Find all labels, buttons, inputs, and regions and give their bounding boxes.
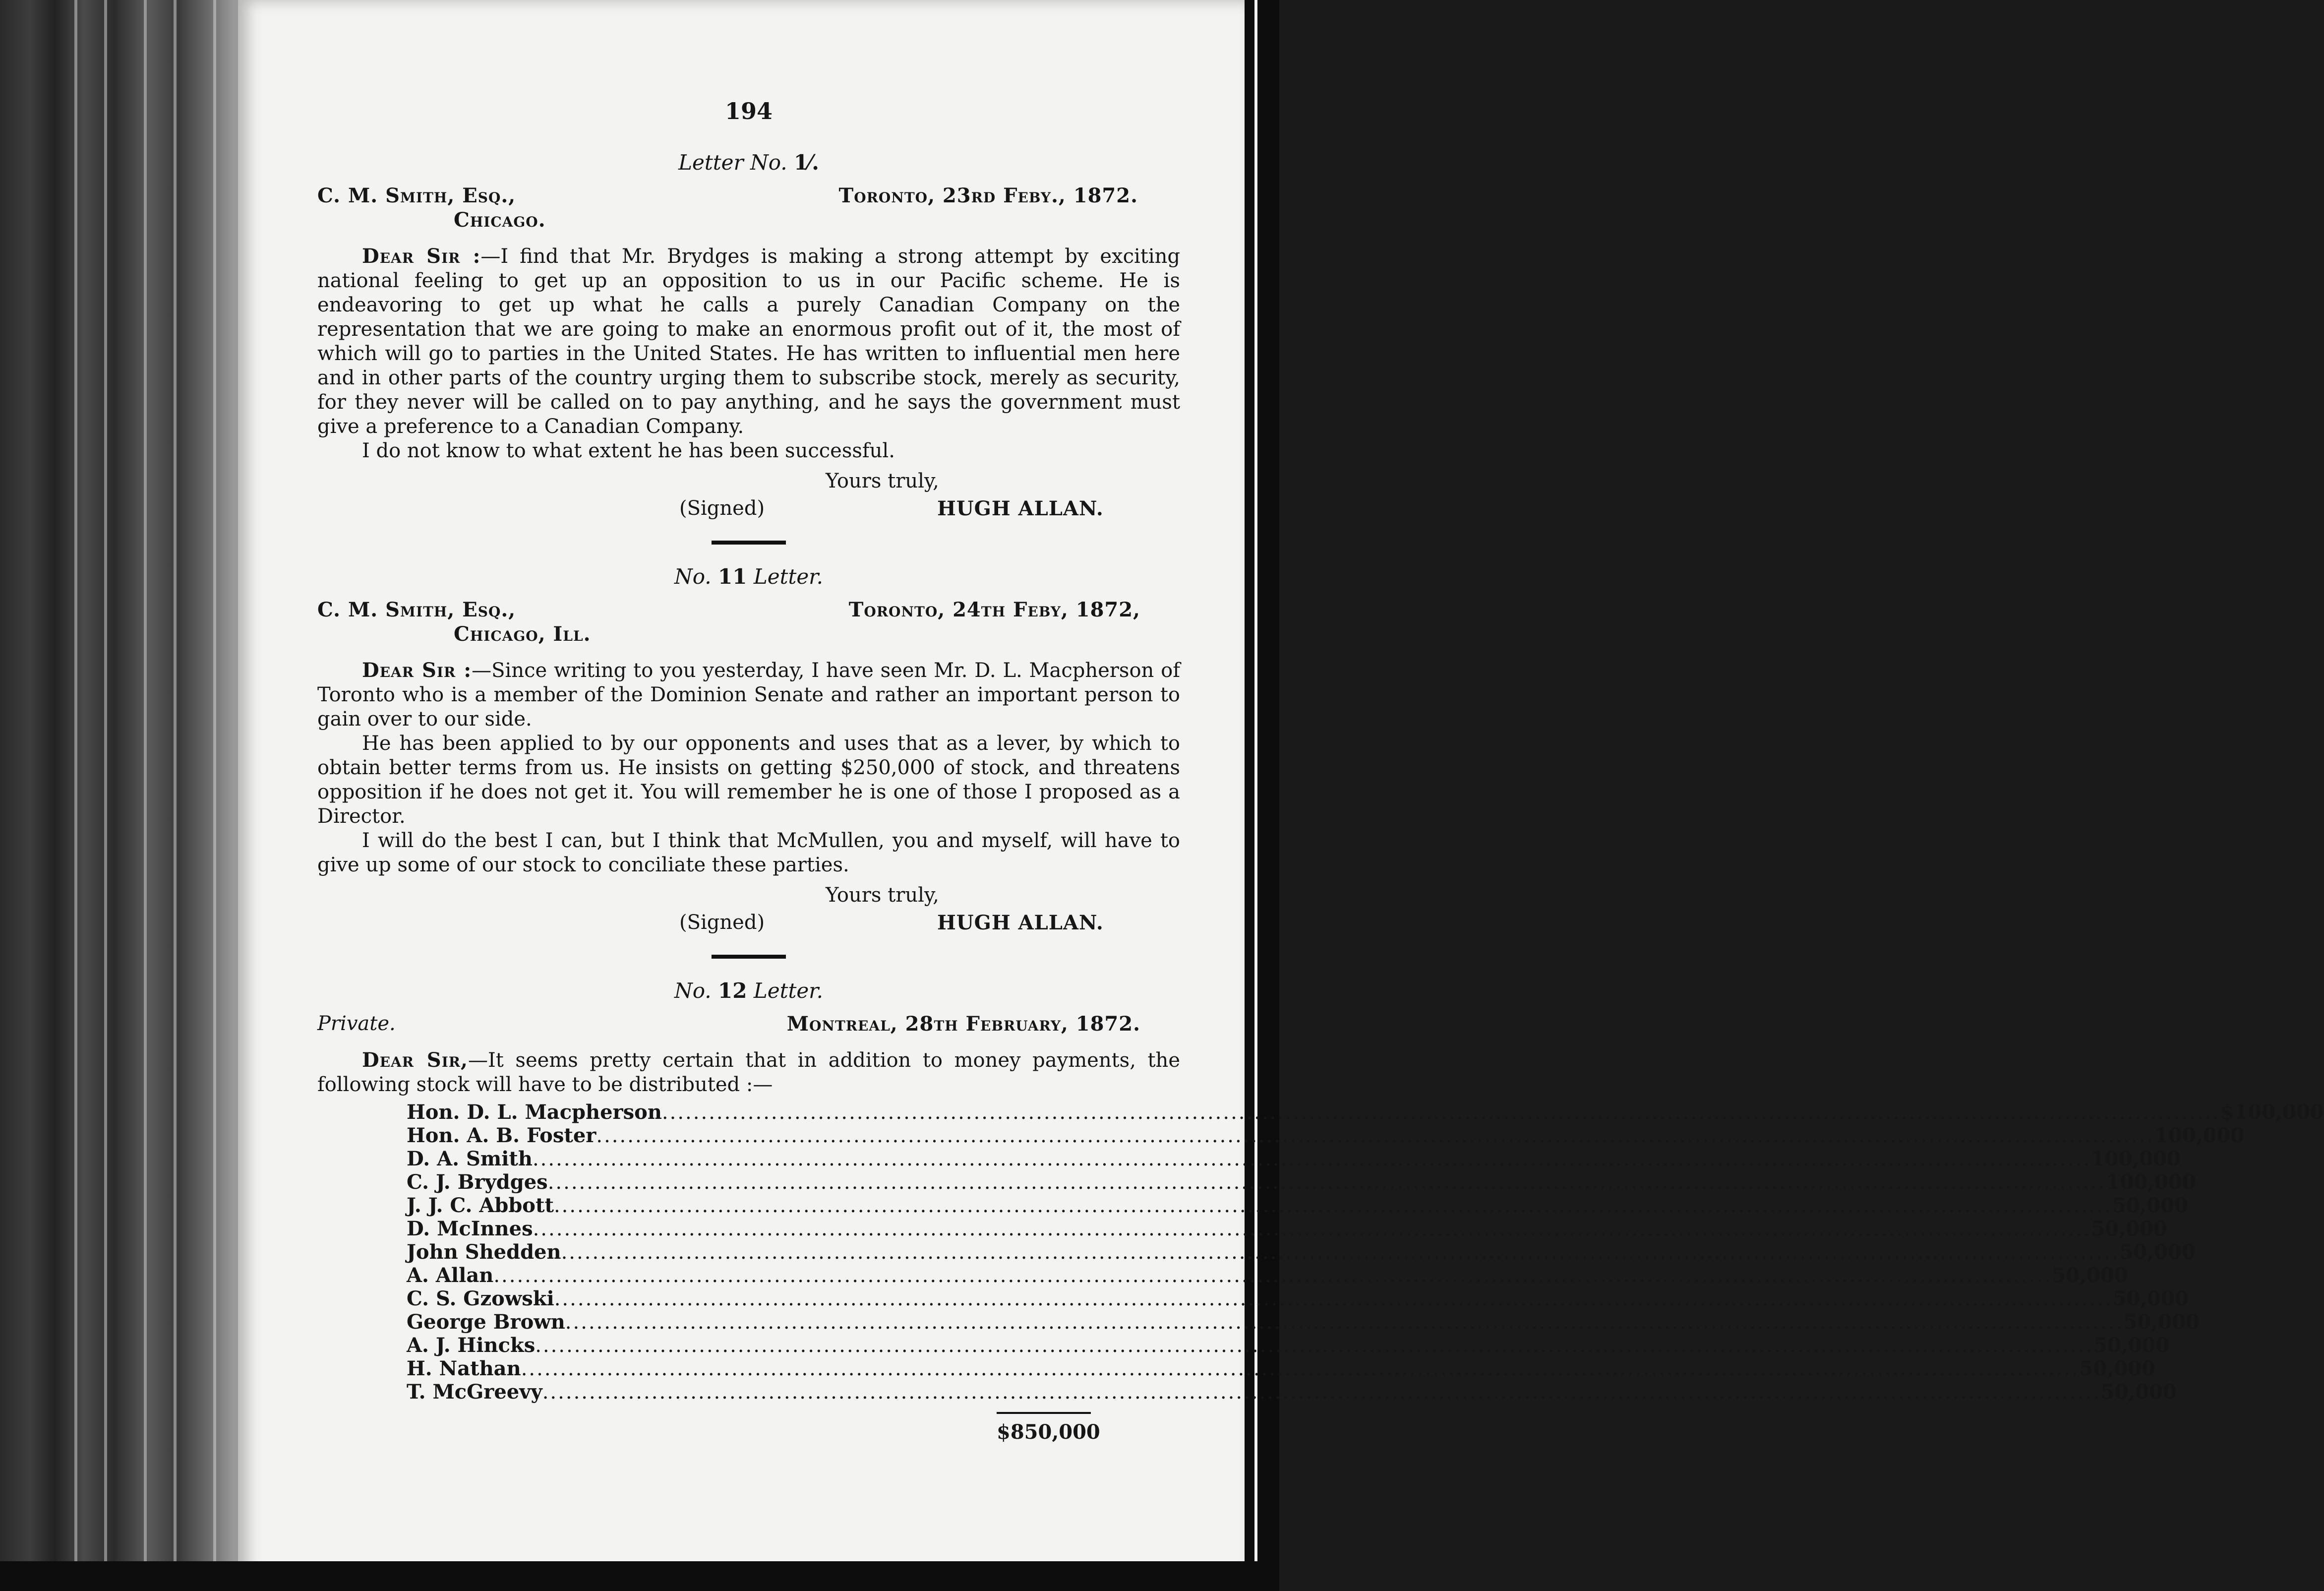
stock-row <box>407 1380 2177 1404</box>
closing: Yours truly, <box>826 884 939 907</box>
stock-holder-name: John Shedden <box>407 1240 561 1264</box>
heading-number: 12 <box>718 979 747 1003</box>
heading-suffix: Letter. <box>753 564 823 589</box>
heading-no: No. <box>750 150 787 175</box>
signed-label: (Signed) <box>679 911 765 934</box>
salutation: Dear Sir : <box>362 245 481 268</box>
stock-row <box>407 1286 2189 1310</box>
stock-amount: 100,000 <box>2090 1147 2181 1170</box>
letter-heading <box>317 564 1180 589</box>
stock-holder-name: C. J. Brydges <box>407 1170 548 1194</box>
stock-row <box>407 1310 2200 1334</box>
stock-row <box>407 1217 2167 1240</box>
stock-amount: $100,000 <box>2220 1101 2324 1124</box>
stock-amount: 50,000 <box>2119 1240 2196 1264</box>
stock-row <box>407 1100 2324 1124</box>
stock-holder-name: A. Allan <box>407 1264 494 1287</box>
heading-number: 11 <box>718 564 747 589</box>
stock-amount: 50,000 <box>2123 1310 2200 1334</box>
stock-amount: 100,000 <box>2154 1124 2245 1147</box>
letter-heading <box>317 150 1180 175</box>
stock-holder-name: D. A. Smith <box>407 1147 533 1170</box>
stock-holder-name: C. S. Gzowski <box>407 1287 554 1310</box>
letter-body <box>317 244 1180 439</box>
stock-amount: 50,000 <box>2091 1217 2167 1240</box>
salutation: Dear Sir : <box>362 659 472 682</box>
stock-row <box>407 1147 2181 1170</box>
page-number: 194 <box>724 98 773 124</box>
heading-prefix: No. <box>674 564 712 589</box>
leader-dots: ........................................................................................................................................................................................................ <box>547 1171 2106 1194</box>
stock-amount: 50,000 <box>2112 1287 2189 1310</box>
letter-body <box>317 658 1180 732</box>
stock-row <box>407 1123 2245 1147</box>
recipient-city: Chicago. <box>454 208 546 232</box>
private-label: Private. <box>317 1012 396 1035</box>
letter-body <box>317 1048 1180 1097</box>
signature-name: HUGH ALLAN. <box>937 497 1104 520</box>
leader-dots: ........................................................................................................................................................................................................ <box>533 1218 2091 1240</box>
heading-prefix: No. <box>674 979 712 1003</box>
stock-amount: 50,000 <box>2079 1357 2155 1380</box>
leader-dots: ........................................................................................................................................................................................................ <box>521 1357 2080 1380</box>
closing: Yours truly, <box>826 470 939 492</box>
place-date: Toronto, 23rd Feby., 1872. <box>838 184 1138 207</box>
recipient-name: C. M. Smith, Esq., <box>317 184 516 207</box>
stock-amount: 50,000 <box>2052 1264 2128 1287</box>
paragraph: —It seems pretty certain that in addition to money payments, the following stock will have to be distributed :— <box>317 1049 1180 1096</box>
section-divider <box>712 955 786 959</box>
stock-amount: 50,000 <box>2093 1334 2170 1357</box>
leader-dots: ........................................................................................................................................................................................................ <box>565 1311 2124 1334</box>
signature-row <box>317 496 1180 521</box>
letter-1 <box>317 150 1180 545</box>
address-row <box>317 184 1180 208</box>
recipient-name: C. M. Smith, Esq., <box>317 598 516 621</box>
leader-dots: ........................................................................................................................................................................................................ <box>554 1287 2113 1310</box>
stock-amount: 50,000 <box>2100 1380 2177 1404</box>
leader-dots: ........................................................................................................................................................................................................ <box>553 1194 2112 1217</box>
total-rule <box>997 1412 1091 1414</box>
stock-holder-name: George Brown <box>407 1310 565 1334</box>
book-page-edges <box>0 0 238 1591</box>
stock-row <box>407 1333 2170 1357</box>
heading-prefix: Letter <box>678 150 744 175</box>
leader-dots: ........................................................................................................................................................................................................ <box>493 1264 2052 1287</box>
stock-holder-name: H. Nathan <box>407 1357 521 1380</box>
address-row <box>317 598 1180 622</box>
stock-amount: 100,000 <box>2106 1170 2196 1194</box>
place-date: Toronto, 24th Feby, 1872, <box>848 598 1140 621</box>
stock-holder-name: J. J. C. Abbott <box>407 1194 554 1217</box>
stock-holder-name: A. J. Hincks <box>407 1334 536 1357</box>
stock-holder-name: Hon. A. B. Foster <box>407 1124 596 1147</box>
stock-holder-name: T. McGreevy <box>407 1380 542 1404</box>
leader-dots: ........................................................................................................................................................................................................ <box>532 1148 2091 1170</box>
bottom-frame <box>0 1561 1279 1591</box>
signed-label: (Signed) <box>679 497 765 520</box>
stock-row <box>407 1263 2128 1287</box>
paragraph: —Since writing to you yesterday, I have seen Mr. D. L. Macpherson of Toronto who is a member of the Dominion Senate and rather an important person to gain over to our side. <box>317 659 1180 731</box>
leader-dots: ........................................................................................................................................................................................................ <box>661 1101 2220 1124</box>
leader-dots: ........................................................................................................................................................................................................ <box>542 1381 2101 1404</box>
stock-amount: 50,000 <box>2112 1194 2188 1217</box>
paragraph: I do not know to what extent he has been successful. <box>362 439 895 462</box>
salutation: Dear Sir, <box>362 1048 468 1072</box>
recipient-city: Chicago, Ill. <box>454 622 591 646</box>
stock-row <box>407 1240 2196 1264</box>
stock-total: $850,000 <box>997 1420 1100 1444</box>
letter-3 <box>317 979 2324 1444</box>
letter-2 <box>317 564 1180 959</box>
leader-dots: ........................................................................................................................................................................................................ <box>535 1334 2094 1357</box>
address-row <box>317 1012 1180 1036</box>
section-divider <box>712 541 786 545</box>
leader-dots: ........................................................................................................................................................................................................ <box>596 1124 2155 1147</box>
heading-suffix: Letter. <box>753 979 823 1003</box>
page-content <box>317 98 2324 1444</box>
stock-row <box>407 1356 2155 1380</box>
paragraph: I will do the best I can, but I think that McMullen, you and myself, will have to give up some of our stock to conciliate these parties. <box>317 829 1180 876</box>
signature-name: HUGH ALLAN. <box>937 911 1104 934</box>
stock-row <box>407 1170 2196 1194</box>
stock-distribution-list <box>407 1100 2324 1404</box>
stock-row <box>407 1193 2188 1217</box>
signature-row <box>317 911 1180 935</box>
stock-holder-name: D. McInnes <box>407 1217 533 1240</box>
place-date: Montreal, 28th February, 1872. <box>786 1012 1140 1036</box>
paragraph: He has been applied to by our opponents and uses that as a lever, by which to obtain better terms from us. He insists on getting $250,000 of stock, and threatens opposition if he does not get it. You will remember he is one of those I proposed as a Director. <box>317 732 1180 828</box>
leader-dots: ........................................................................................................................................................................................................ <box>561 1241 2120 1264</box>
stock-holder-name: Hon. D. L. Macpherson <box>407 1101 662 1124</box>
paragraph: —I find that Mr. Brydges is making a strong attempt by exciting national feeling to get up an opposition to us in our Pacific scheme. He is endeavoring to get up what he calls a purely Canadian Company on the representation that we are going to make an enormous profit out of it, the most of which will go to parties in the United States. He has written to influential men here and in other parts of the country urging them to subscribe stock, merely as security, for they never will be called on to pay anything, and he says the government must give a preference to a Canadian Company. <box>317 245 1180 438</box>
letter-heading <box>317 979 1180 1003</box>
heading-number: 1⁄. <box>793 150 819 175</box>
